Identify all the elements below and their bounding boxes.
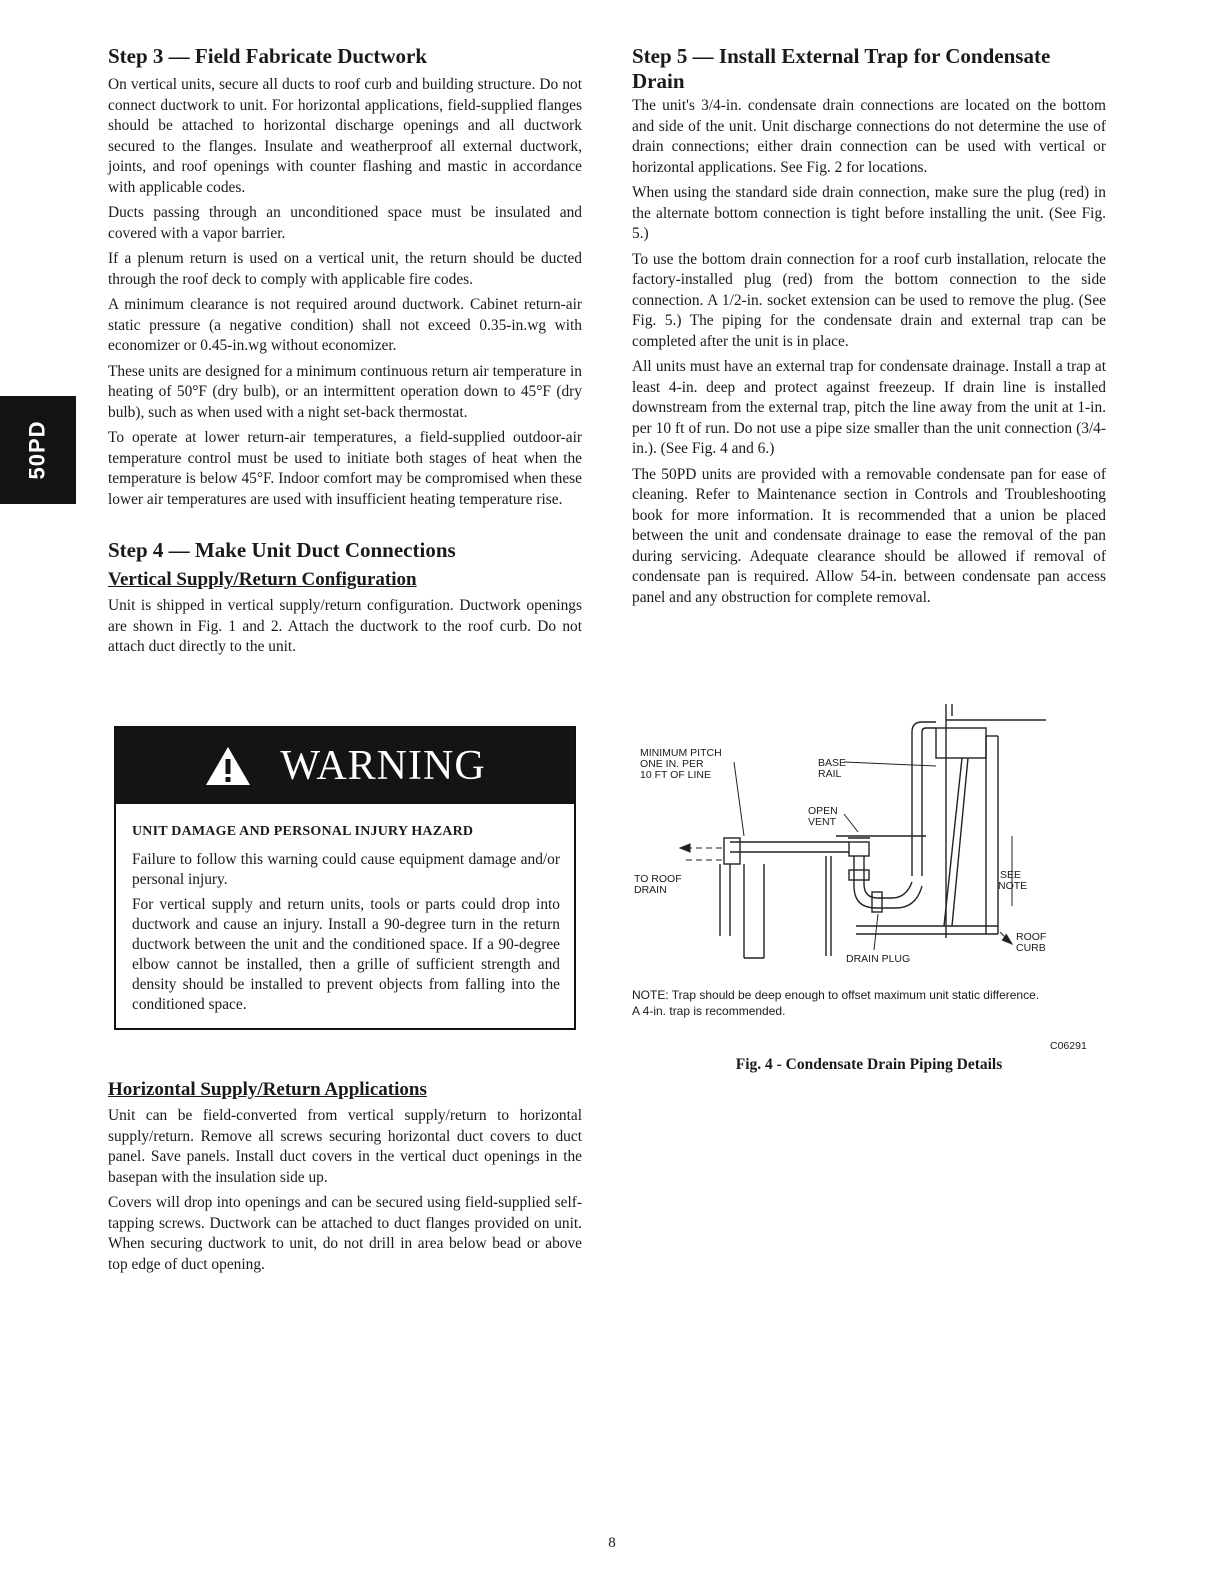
right-column bbox=[632, 44, 1106, 613]
warning-hazard: UNIT DAMAGE AND PERSONAL INJURY HAZARD bbox=[132, 824, 474, 839]
page-number: 8 bbox=[608, 1535, 616, 1551]
warning-header bbox=[116, 728, 574, 804]
warning-body bbox=[116, 804, 574, 1028]
fig-label-base-rail: BASE bbox=[818, 757, 847, 769]
fig-label-open-vent: OPEN bbox=[808, 805, 838, 817]
step4-paragraph: Unit is shipped in vertical supply/return configuration. Ductwork openings are shown in Fig. 1 and 2. Attach the ductwork to the roof curb. Do not attach duct directly to the unit. bbox=[108, 597, 582, 655]
condensate-drain-diagram bbox=[626, 696, 1112, 1086]
horizontal-paragraph: Covers will drop into openings and can be secured using field-supplied self-tapping screws. Ductwork can be attached to duct flanges provided on unit. When securing ductwork to unit, do not drill in area below bead or above top edge of duct opening. bbox=[108, 1194, 582, 1273]
step3-paragraph: If a plenum return is used on a vertical unit, the return should be ducted through the roof deck to comply with applicable fire codes. bbox=[108, 250, 582, 288]
fig-label-min-pitch: MINIMUM PITCH bbox=[640, 747, 722, 759]
step5-paragraph: All units must have an external trap for condensate drainage. Install a trap at least 4-in. deep and protect against freezeup. If drain line is installed downstream from the external trap, pitch the line away from the unit at 1-in. per 10 ft of run. Do not use a pipe size smaller than the unit connection (3/4-in.). (See Fig. 4 and 6.) bbox=[632, 358, 1106, 457]
fig-label-open-vent: VENT bbox=[808, 816, 837, 828]
step5-heading bbox=[632, 44, 1106, 94]
fig-label-drain-plug: DRAIN PLUG bbox=[846, 953, 911, 965]
horizontal-subheading: Horizontal Supply/Return Applications bbox=[108, 1079, 427, 1100]
step3-paragraph: On vertical units, secure all ducts to roof curb and building structure. Do not connect ductwork to unit. For horizontal applications, field-supplied flanges should be attached to horizontal discharge openings and all ductwork secured to the flanges. Insulate and weatherproof all external ductwork, joints, and roof openings with counter flashing and mastic in accordance with applicable codes. bbox=[108, 76, 582, 196]
step3-paragraph: A minimum clearance is not required around ductwork. Cabinet return-air static pressure (a negative condition) shall not exceed 0.35-in.wg with economizer or 0.45-in.wg without economizer. bbox=[108, 296, 582, 354]
warning-paragraph: Failure to follow this warning could cause equipment damage and/or personal injury. bbox=[132, 851, 560, 888]
horizontal-section bbox=[108, 1079, 582, 1280]
fig-label-see-note: SEE bbox=[1000, 869, 1022, 881]
fig-label-roof-drain: TO ROOF bbox=[634, 873, 682, 885]
step3-paragraph: These units are designed for a minimum continuous return air temperature in heating of 50°F (dry bulb), or an intermittent operation down to 45°F (dry bulb), such as when used with a night set-back thermostat. bbox=[108, 362, 582, 421]
step5-heading-line1: Step 5 — Install External Trap for Condensate bbox=[632, 44, 1051, 68]
side-tab bbox=[0, 396, 76, 504]
fig-label-roof-drain: DRAIN bbox=[634, 884, 667, 896]
warning-box bbox=[114, 726, 576, 1030]
fig-label-roof-curb: CURB bbox=[1016, 942, 1046, 954]
step5-paragraph: To use the bottom drain connection for a roof curb installation, relocate the factory-installed plug (red) from the bottom connection to the side connection. A 1/2-in. socket extension can be used to remove the plug. (See Fig. 5.) The piping for the condensate drain and external trap can be completed after the unit is in place. bbox=[632, 250, 1106, 350]
step5-heading-line2: Drain bbox=[632, 69, 685, 93]
figure-note-line: NOTE: Trap should be deep enough to offset maximum unit static difference. bbox=[632, 988, 1040, 1002]
step3-paragraph: To operate at lower return-air temperatures, a field-supplied outdoor-air temperature control must be used to initiate both stages of heat when the temperature is below 45°F. Indoor comfort may be compromised when these lower air temperatures are used with insufficient heating temperature rise. bbox=[108, 429, 582, 508]
step5-paragraph: When using the standard side drain connection, make sure the plug (red) in the alternate bottom connection is tight before installing the unit. (See Fig. 5.) bbox=[632, 184, 1106, 242]
step4-heading: Step 4 — Make Unit Duct Connections bbox=[108, 538, 456, 562]
figure-code: C06291 bbox=[1050, 1040, 1087, 1052]
left-column bbox=[108, 44, 582, 663]
step5-paragraph: The 50PD units are provided with a removable condensate pan for ease of cleaning. Refer to Maintenance section in Controls and Troubleshooting book for more information. It is recommended that a union be placed between the unit and condensate drainage to ease the removal of the pan during servicing. Adequate clearance should be allowed if removal of condensate pan is required. Allow 54-in. between condensate pan access panel and any obstruction for complete removal. bbox=[632, 465, 1106, 606]
warning-paragraph: For vertical supply and return units, tools or parts could drop into ductwork and cause an injury. Install a 90-degree turn in the return ductwork between the unit and the conditioned space. If a 90-degree elbow cannot be installed, then a grille of sufficient strength and density should be installed to prevent objects from falling into the conditioned space. bbox=[132, 896, 560, 1013]
step3-heading: Step 3 — Field Fabricate Ductwork bbox=[108, 44, 428, 68]
side-tab-label: 50PD bbox=[24, 420, 50, 480]
fig-label-see-note: NOTE bbox=[998, 880, 1028, 892]
figure-note bbox=[632, 987, 1112, 1019]
fig-label-min-pitch: 10 FT OF LINE bbox=[640, 769, 711, 781]
warning-triangle-icon bbox=[204, 745, 252, 787]
step5-paragraph: The unit's 3/4-in. condensate drain connections are located on the bottom and side of the unit. Unit discharge connections do not determine the use of drain connections; either drain connection can be used with vertical or horizontal applications. See Fig. 2 for locations. bbox=[632, 97, 1106, 176]
fig-label-min-pitch: ONE IN. PER bbox=[640, 758, 704, 770]
warning-title: WARNING bbox=[280, 743, 486, 789]
horizontal-paragraph: Unit can be field-converted from vertical supply/return to horizontal supply/return. Remove all screws securing horizontal duct covers to duct panel. Save panels. Install duct covers in the vertical duct openings in the basepan with the insulation side up. bbox=[108, 1107, 582, 1186]
figure-caption: Fig. 4 - Condensate Drain Piping Details bbox=[735, 1056, 1003, 1073]
fig-label-base-rail: RAIL bbox=[818, 768, 842, 780]
step3-paragraph: Ducts passing through an unconditioned space must be insulated and covered with a vapor barrier. bbox=[108, 204, 582, 242]
figure-note-line: A 4-in. trap is recommended. bbox=[632, 1004, 786, 1018]
drain-piping-drawing bbox=[626, 696, 1112, 986]
vertical-config-subheading: Vertical Supply/Return Configuration bbox=[108, 569, 417, 590]
fig-label-roof-curb: ROOF bbox=[1016, 931, 1047, 943]
